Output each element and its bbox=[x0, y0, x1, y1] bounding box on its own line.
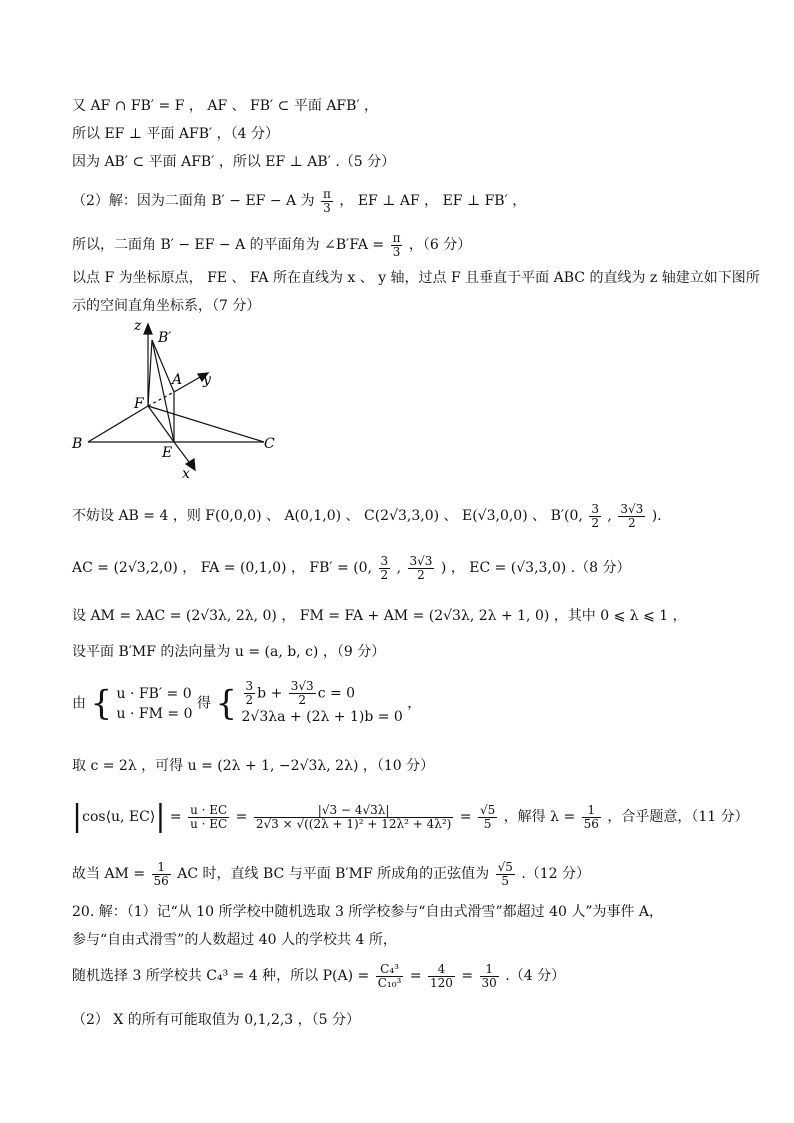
frac-r5-over-5-b: $\frac{√5}{5}$ bbox=[497, 859, 513, 888]
label-bprime: B′ bbox=[158, 330, 172, 346]
frac-cos-def: $\frac{u \cdot EC}{u \cdot EC}$ bbox=[190, 802, 228, 831]
line-19: （2） X 的所有可能取值为 0,1,2,3 ，（5 分） bbox=[72, 1012, 361, 1028]
line-8-text-c: ). bbox=[651, 508, 662, 524]
line-9-text-c: ) ， EC = (√3,3,0) .（8 分） bbox=[440, 560, 631, 576]
line-4-text-b: ， EF ⊥ AF ， EF ⊥ FB′ ， bbox=[339, 193, 527, 209]
line-6: 以点 F 为坐标原点， FE 、 FA 所在直线为 x 、 y 轴，过点 F 且垂直于平面 ABC 的直线为 z 轴建立如下图所 bbox=[72, 270, 760, 286]
line-14: |cos⟨u, EC⟩| = $\frac{u \cdot EC}{u \cdot EC}$ = $\frac{|√3 - 4√3\lambda|}{\text{2√3 × √((2λ + 1)² + 12λ² + 4λ²)}}$ = $\frac{√5}{5}$ ，解得 λ = $\frac{1}{56}$ ，合乎题意，（11 分） bbox=[72, 799, 749, 834]
line-12-you: 由 bbox=[72, 695, 86, 712]
system-left: u · FB′ = 0 u · FM = 0 bbox=[116, 685, 193, 722]
line-15 bbox=[72, 856, 590, 892]
frac-1-over-56: $\frac{1}{56}$ bbox=[583, 802, 599, 831]
frac-pi-over-3: $\frac{\pi}{3}$ bbox=[323, 186, 331, 215]
line-5-text-a: 所以，二面角 B′ − EF − A 的平面角为 ∠B′FA = bbox=[72, 237, 385, 253]
frac-1-over-56-b: $\frac{1}{56}$ bbox=[153, 859, 169, 888]
frac-4-over-120: $\frac{4}{120}$ bbox=[430, 961, 453, 990]
line-10: 设 AM = λAC = (2√3λ, 2λ, 0) ， FM = FA + AM = (2√3λ, 2λ + 1, 0) ，其中 0 ⩽ λ ⩽ 1 ， bbox=[72, 608, 687, 624]
frac-3-over-2-b: $\frac{3}{2}$ bbox=[380, 553, 389, 582]
edge-bpf bbox=[148, 340, 152, 406]
label-c: C bbox=[264, 436, 275, 452]
label-z: z bbox=[134, 318, 142, 334]
line-7: 示的空间直角坐标系，（7 分） bbox=[72, 298, 261, 314]
line-18: 随机选择 3 所学校共 C₄³ = 4 种，所以 P(A) = $\frac{\text{C₄³}}{\text{C₁₀³}}$ = $\frac{4}{120}$ = $\frac{1}{30}$ .（4 分） bbox=[72, 961, 566, 990]
line-4 bbox=[72, 184, 526, 218]
edge-bpa bbox=[152, 340, 174, 392]
frac-3-over-2: $\frac{3}{2}$ bbox=[591, 501, 599, 530]
label-x: x bbox=[182, 466, 190, 482]
line-18-text-a: 随机选择 3 所学校共 C₄³ = 4 种，所以 P(A) = bbox=[72, 968, 370, 984]
line-9-text-b: , bbox=[396, 560, 402, 576]
label-e: E bbox=[162, 445, 173, 461]
line-8-text-b: , bbox=[607, 508, 612, 524]
label-b: B bbox=[72, 436, 83, 452]
line-15-text-b: AC 时，直线 BC 与平面 B′MF 所成角的正弦值为 bbox=[177, 866, 490, 882]
z-arrow bbox=[144, 324, 152, 334]
line-15-text-a: 故当 AM = bbox=[72, 866, 146, 882]
frac-r5-over-5: $\frac{√5}{5}$ bbox=[479, 802, 496, 831]
label-f: F bbox=[134, 396, 144, 412]
line-12: 由 { u · FB′ = 0 u · FM = 0 得 { $\frac{3}{2}$ b + $\frac{3√3}{2}$ c = 0 2√3λa + (2λ + 1)b = 0 ， bbox=[72, 679, 422, 725]
system-right: $\frac{3}{2}$ b + $\frac{3√3}{2}$ c = 0 2√3λa + (2λ + 1)b = 0 bbox=[241, 679, 403, 725]
label-y: y bbox=[203, 372, 211, 388]
frac-3r3-over-2-b: $\frac{3√3}{2}$ bbox=[409, 553, 433, 582]
line-18-text-d: .（4 分） bbox=[505, 968, 566, 984]
line-15-text-c: .（12 分） bbox=[521, 866, 591, 882]
line-14-text-f: ，解得 λ = bbox=[503, 809, 576, 825]
line-5 bbox=[72, 228, 471, 262]
line-14-text-g: ，合乎题意，（11 分） bbox=[607, 809, 749, 825]
line-16: 20. 解：（1）记“从 10 所学校中随机选取 3 所学校参与“自由式滑雪”都超过 40 人”为事件 A， bbox=[72, 904, 664, 920]
line-5-text-b: ，（6 分） bbox=[408, 237, 472, 253]
line-12-de: 得 bbox=[196, 695, 211, 712]
line-8-text-a: 不妨设 AB = 4 ，则 F(0,0,0) 、 A(0,1,0) 、 C(2√3,3,0) 、 E(√3,0,0) 、 B′(0, bbox=[72, 508, 583, 524]
frac-cos-value: $\frac{|√3 - 4√3\lambda|}{\text{2√3 × √((2λ + 1)² + 12λ² + 4λ²)}}$ bbox=[255, 802, 452, 831]
line-13: 取 c = 2λ ，可得 u = (2λ + 1, −2√3λ, 2λ) ，（10 分） bbox=[72, 758, 435, 774]
label-a: A bbox=[172, 372, 183, 388]
frac-pi-over-3-b: $\frac{\pi}{3}$ bbox=[392, 230, 401, 259]
frac-3r3-over-2: $\frac{3√3}{2}$ bbox=[620, 501, 644, 530]
edge-fc-hidden bbox=[148, 406, 264, 442]
line-8 bbox=[72, 498, 662, 534]
line-1: 又 AF ∩ FB′ = F ， AF 、 FB′ ⊂ 平面 AFB′ ， bbox=[72, 98, 379, 114]
line-11: 设平面 B′MF 的法向量为 u = (a, b, c) ，（9 分） bbox=[72, 644, 386, 660]
line-2: 所以 EF ⊥ 平面 AFB′ ，（4 分） bbox=[72, 126, 279, 142]
frac-c43-over-c103: $\frac{\text{C₄³}}{\text{C₁₀³}}$ bbox=[377, 961, 402, 990]
line-9 bbox=[72, 550, 631, 586]
cos-expr: cos⟨u, EC⟩ bbox=[82, 809, 156, 825]
line-9-text-a: AC = (2√3,2,0) ， FA = (0,1,0) ， FB′ = (0, bbox=[72, 560, 373, 576]
frac-1-over-30: $\frac{1}{30}$ bbox=[481, 961, 497, 990]
line-3: 因为 AB′ ⊂ 平面 AFB′ ，所以 EF ⊥ AB′ .（5 分） bbox=[72, 154, 396, 170]
line-4-text-a: （2）解：因为二面角 B′ − EF − A 为 bbox=[72, 193, 315, 209]
edge-fa-dashed bbox=[148, 392, 174, 406]
coordinate-figure bbox=[68, 318, 308, 488]
line-17: 参与“自由式滑雪”的人数超过 40 人的学校共 4 所， bbox=[72, 932, 397, 948]
